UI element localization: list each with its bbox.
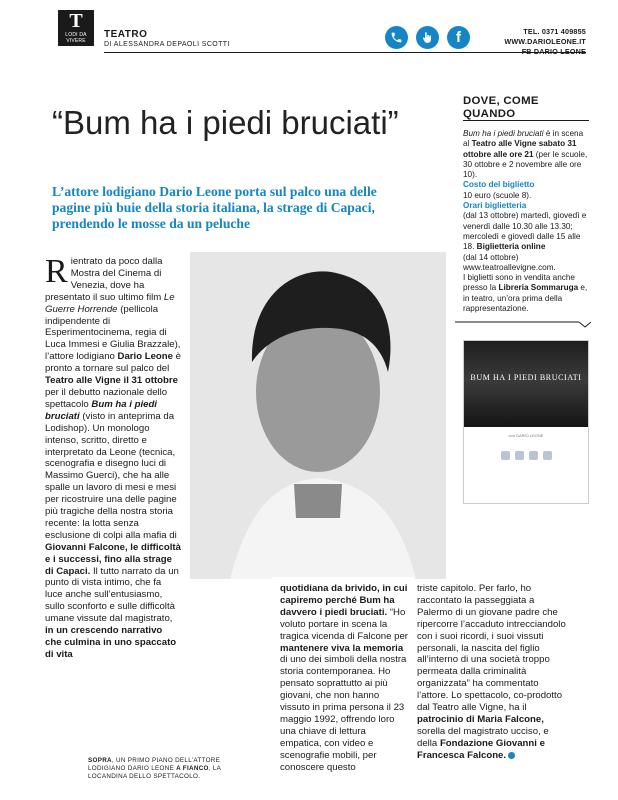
actor-photo — [190, 252, 446, 579]
highlight-text: Giovanni Falcone, le difficoltà e i successi, fino alla strage di Capaci. — [45, 541, 181, 577]
contact-website[interactable]: WWW.DARIOLEONE.IT — [504, 37, 586, 46]
article-column-2 — [272, 577, 414, 774]
poster-sponsor-logos — [464, 451, 588, 460]
article-column-1 — [45, 253, 182, 661]
headline: “Bum ha i piedi bruciati” — [52, 104, 399, 141]
contact-phone: TEL. 0371 409855 — [523, 27, 586, 36]
end-of-article-icon — [508, 752, 515, 759]
body-text: (visto in anteprima da Lodishop). Un monologo intenso, scritto, diretto e interpretato da Leone (tecnica, scenografia e disegno luci di Massimo Guerci), che ha alle spalle un lavoro di mesi e mesi per ricostruire una delle pagine più tragiche della nostra storia recente: la lotta senza esclusione di colpi alla mafia di — [45, 410, 177, 541]
show-title: Bum ha i piedi bruciati — [45, 398, 157, 422]
poster-credits: con DARIO LEONE — [508, 433, 544, 438]
body-text: di uno dei simboli della nostra storia contemporanea. Ho pensato soprattutto ai più giovani, che non hanno vissuto in prima persona il 23 maggio 1992, offrendo loro una chiave di lettura empatica, con video e scenografie mobili, per conoscere questo — [280, 654, 407, 773]
contact-info — [488, 27, 586, 57]
highlight-text: in un crescendo narrativo che culmina in uno spaccato di vita — [45, 625, 177, 660]
article-column-3 — [417, 583, 567, 762]
sidebar-divider — [463, 120, 589, 121]
poster-title: BUM HA I PIEDI BRUCIATI — [470, 373, 582, 382]
body-text: “Ho voluto portare in scena la tragica vicenda di Falcone per — [280, 606, 408, 642]
online-label: Biglietteria online — [476, 242, 546, 252]
drop-cap: R — [45, 253, 68, 290]
magazine-logo — [58, 10, 94, 46]
sidebar-show-title: Bum ha i piedi bruciati — [463, 129, 544, 138]
actor-name: Dario Leone — [117, 351, 173, 363]
poster-image — [464, 341, 588, 427]
highlight-text: Fondazione Giovanni e Francesca Falcone. — [417, 737, 545, 761]
cost-label: Costo del biglietto — [463, 180, 535, 190]
online-text: (dal 14 ottobre) www.teatroallevigne.com. — [463, 252, 556, 272]
sidebar-body — [463, 129, 590, 314]
bookshop-name: Libreria Sommaruga — [498, 283, 579, 293]
sidebar-text: I biglietti sono in vendita anche presso la — [463, 273, 575, 293]
highlight-text: mantenere viva la memoria — [280, 642, 404, 654]
logo-letter: T — [69, 10, 83, 32]
photo-caption — [88, 757, 238, 781]
highlight-text: patrocinio di Maria Falcone, — [417, 713, 544, 725]
venue-date: Teatro alle Vigne il 31 ottobre — [45, 375, 178, 387]
sidebar-text: è in scena al — [463, 129, 584, 149]
byline: DI ALESSANDRA DEPAOLI SCOTTI — [104, 41, 230, 48]
sidebar-text: (per le scuole, 30 ottobre e 2 novembre alle ore 10). — [463, 149, 588, 180]
film-title: Le Guerre Horrende — [45, 291, 175, 315]
hours-text: (dal 13 ottobre) martedì, giovedì e venerdì dalle 10.30 alle 13.30; mercoledì e giovedì dalle 15 alle 18. — [463, 211, 587, 252]
sidebar-venue-date: Teatro alle Vigne sabato 31 ottobre alle ore 21 — [463, 139, 577, 159]
sidebar-title: DOVE, COME QUANDO — [463, 95, 539, 120]
hours-label: Orari biglietteria — [463, 201, 527, 211]
show-poster — [463, 340, 589, 504]
hand-pointer-icon[interactable] — [416, 26, 439, 49]
cost-text: 10 euro (scuole 8). — [463, 190, 532, 200]
body-text: è pronto a tornare sul palco del — [45, 351, 182, 375]
body-text: (pellicola indipendente di Esperimentocinema, regia di Luca Immesi e Giulia Brazzale), l’attore lodigiano — [45, 303, 181, 363]
body-text: per il debutto nazionale dello spettacolo — [45, 386, 168, 410]
sidebar-text: e, in teatro, un’ora prima della rappresentazione. — [463, 283, 588, 314]
body-text: ientrato da poco dalla Mostra del Cinema di Venezia, dove ha presentato il suo ultimo film — [45, 256, 164, 303]
phone-icon[interactable] — [385, 26, 408, 49]
logo-subtitle: LODI DA VIVERE — [65, 32, 87, 44]
section-title: TEATRO — [104, 29, 148, 40]
body-text: Il tutto narrato da un punto di vista intimo, che fa luce anche sull’entusiasmo, sullo sconforto e sulle difficoltà umane vissute dal magistrato, — [45, 565, 179, 625]
caption-label: SOPRA — [88, 757, 112, 764]
body-text: sorella del magistrato ucciso, e della — [417, 725, 549, 749]
standfirst: L’attore lodigiano Dario Leone porta sul palco una delle pagine più buie della storia italiana, la strage di Capaci, prendendo le mosse da un peluche — [52, 184, 377, 231]
caption-text: , LA LOCANDINA DELLO SPETTACOLO. — [88, 765, 221, 780]
facebook-icon[interactable]: f — [447, 26, 470, 49]
contact-facebook[interactable]: FB DARIO LEONE — [521, 47, 586, 56]
caption-label: A FIANCO — [176, 765, 209, 772]
caption-text: , UN PRIMO PIANO DELL’ATTORE LODIGIANO DARIO LEONE — [88, 757, 221, 772]
sidebar-bottom-rule — [455, 316, 591, 328]
actor-portrait-illustration — [190, 252, 446, 579]
contact-icons — [385, 26, 470, 49]
body-text: triste capitolo. Per farlo, ho raccontato la passeggiata a Palermo di un giovane padre che ripercorre l’accaduto intrecciandolo con i suoi ricordi, i suoi vissuti personali, la nascita del figlio all’interno di una società troppo permeata dalla criminalità organizzata” ha commentato l’attore. Lo spettacolo, co-prodotto dal Teatro alle Vigne, ha il — [417, 583, 566, 714]
highlight-text: quotidiana da brivido, in cui capiremo perché Bum ha davvero i piedi bruciati. — [280, 583, 408, 618]
